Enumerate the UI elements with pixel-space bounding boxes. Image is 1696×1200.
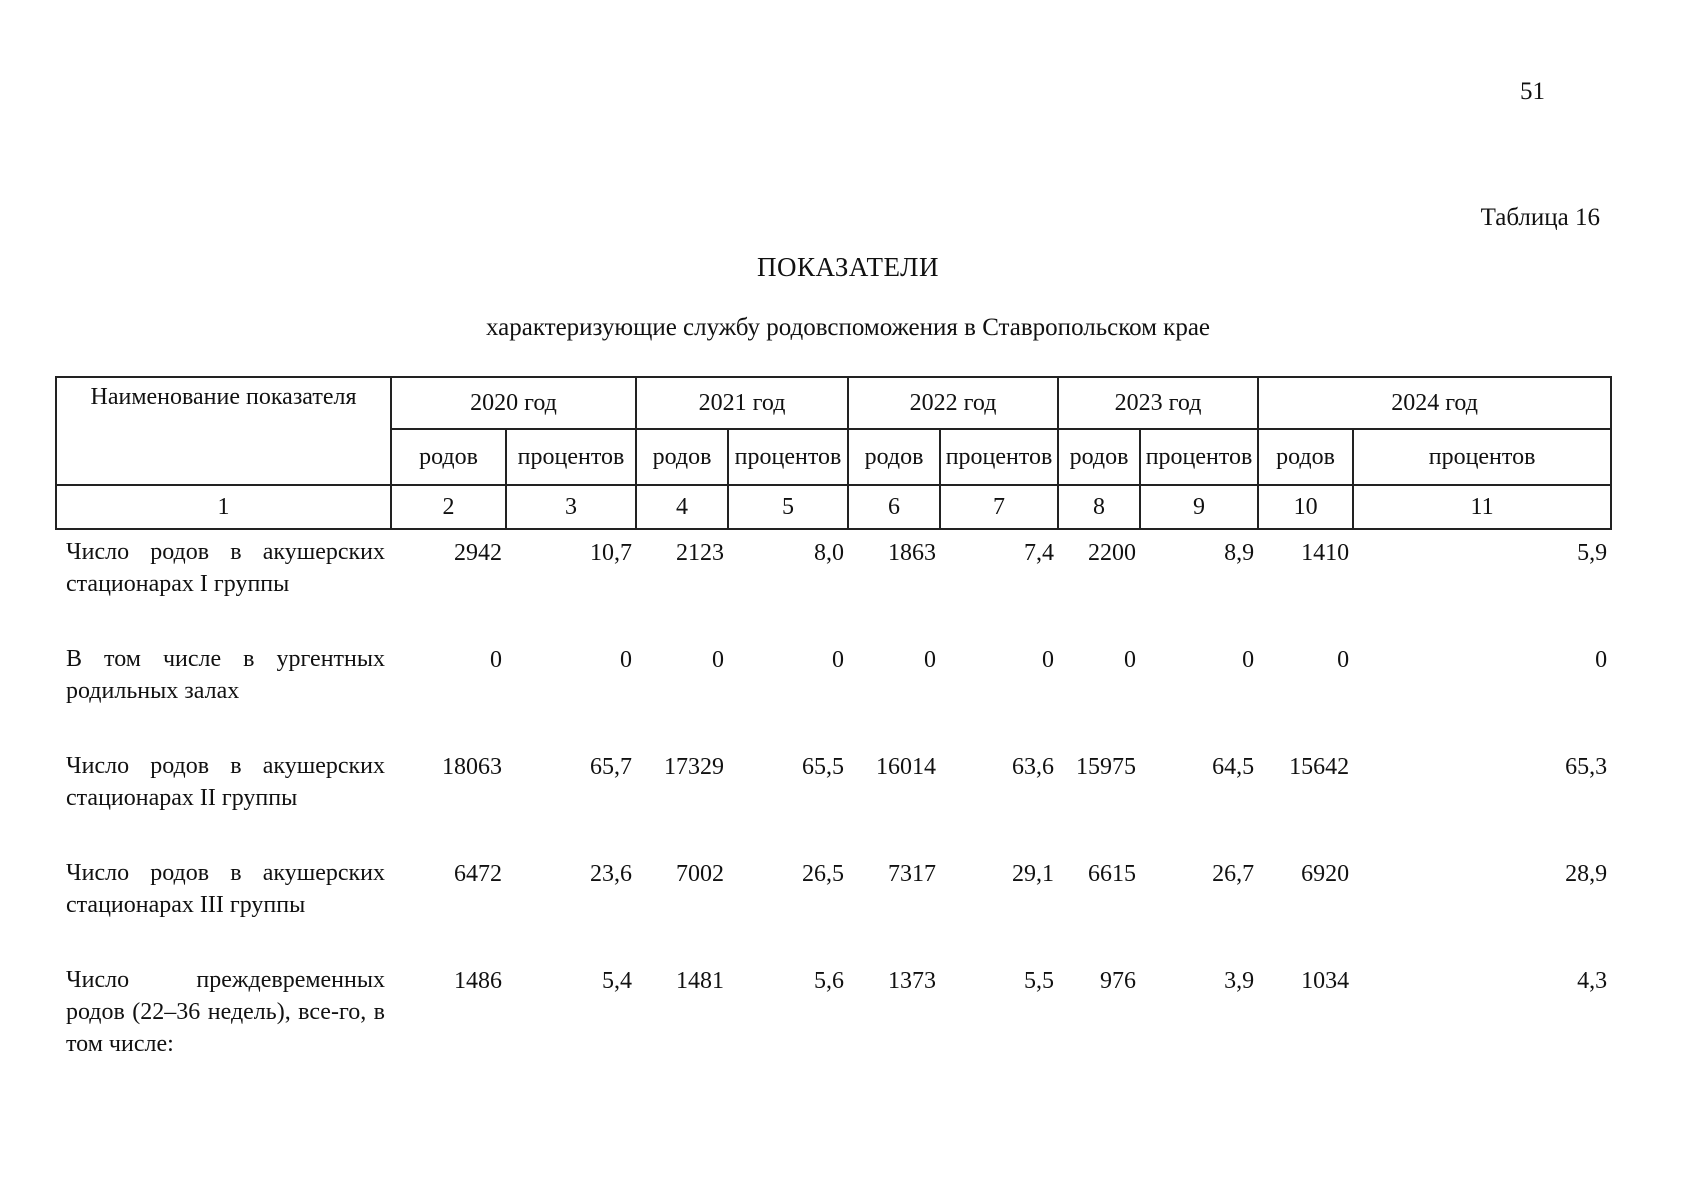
column-number: 6 xyxy=(848,485,940,529)
cell-value: 16014 xyxy=(876,754,937,780)
header-row-column-numbers xyxy=(56,485,1611,529)
cell-value: 2200 xyxy=(1088,540,1137,566)
column-number: 7 xyxy=(940,485,1058,529)
cell-value: 26,7 xyxy=(1212,861,1255,887)
cell-value: 1481 xyxy=(676,968,725,994)
header-year-2022: 2022 год xyxy=(848,377,1058,429)
table-subheading: характеризующие службу родовспоможения в Ставропольском крае xyxy=(485,314,1211,341)
row-name: Число родов в акушерских стационарах I группы xyxy=(66,539,385,597)
cell-value: 15642 xyxy=(1289,754,1350,780)
header-unit-percent: процентов xyxy=(1140,429,1258,485)
cell-value: 15975 xyxy=(1076,754,1137,780)
header-row-years xyxy=(56,377,1611,429)
header-unit-percent: процентов xyxy=(506,429,636,485)
header-unit-births: родов xyxy=(391,429,506,485)
row-name: Число родов в акушерских стационарах III группы xyxy=(66,860,385,918)
row-name: Число родов в акушерских стационарах II группы xyxy=(66,753,385,811)
cell-value: 7317 xyxy=(888,861,937,887)
cell-value: 63,6 xyxy=(1012,754,1055,780)
header-unit-births: родов xyxy=(636,429,728,485)
cell-value: 65,3 xyxy=(1565,754,1608,780)
indicators-table xyxy=(55,376,1612,1078)
cell-value: 2942 xyxy=(454,540,502,566)
header-year-2020: 2020 год xyxy=(391,377,636,429)
cell-value: 0 xyxy=(712,647,725,673)
cell-value: 65,5 xyxy=(802,754,845,780)
cell-value: 1373 xyxy=(888,968,937,994)
header-unit-births: родов xyxy=(1258,429,1353,485)
cell-value: 1410 xyxy=(1301,540,1350,566)
header-year-2021: 2021 год xyxy=(636,377,848,429)
cell-value: 5,6 xyxy=(814,968,845,994)
cell-value: 4,3 xyxy=(1577,968,1608,994)
cell-value: 0 xyxy=(1242,647,1255,673)
cell-value: 7,4 xyxy=(1024,540,1055,566)
row-name: В том числе в ургентных родильных залах xyxy=(66,646,385,704)
cell-value: 0 xyxy=(620,647,633,673)
table-row xyxy=(56,958,1611,1078)
cell-value: 0 xyxy=(1337,647,1350,673)
column-number: 3 xyxy=(506,485,636,529)
cell-value: 17329 xyxy=(664,754,725,780)
column-number: 1 xyxy=(56,485,391,529)
cell-value: 0 xyxy=(1042,647,1055,673)
column-number: 2 xyxy=(391,485,506,529)
cell-value: 976 xyxy=(1100,968,1137,994)
cell-value: 5,9 xyxy=(1577,540,1608,566)
cell-value: 7002 xyxy=(676,861,725,887)
cell-value: 10,7 xyxy=(590,540,633,566)
header-unit-percent: процентов xyxy=(1353,429,1611,485)
cell-value: 23,6 xyxy=(590,861,633,887)
cell-value: 5,5 xyxy=(1024,968,1055,994)
table-row xyxy=(56,637,1611,744)
column-number: 8 xyxy=(1058,485,1140,529)
header-year-2023: 2023 год xyxy=(1058,377,1258,429)
cell-value: 6615 xyxy=(1088,861,1137,887)
table-row xyxy=(56,529,1611,637)
cell-value: 6920 xyxy=(1301,861,1350,887)
cell-value: 1034 xyxy=(1301,968,1350,994)
header-unit-births: родов xyxy=(1058,429,1140,485)
cell-value: 0 xyxy=(1124,647,1137,673)
cell-value: 0 xyxy=(924,647,937,673)
table-row xyxy=(56,851,1611,958)
table-row xyxy=(56,744,1611,851)
cell-value: 18063 xyxy=(442,754,502,780)
cell-value: 3,9 xyxy=(1224,968,1255,994)
row-name: Число преждевременных родов (22–36 недель), все-го, в том числе: xyxy=(66,967,385,1057)
table-label: Таблица 16 xyxy=(1480,204,1600,231)
header-unit-percent: процентов xyxy=(728,429,848,485)
cell-value: 0 xyxy=(832,647,845,673)
cell-value: 29,1 xyxy=(1012,861,1055,887)
cell-value: 0 xyxy=(490,647,502,673)
page-number: 51 xyxy=(1520,78,1545,105)
cell-value: 6472 xyxy=(454,861,502,887)
cell-value: 65,7 xyxy=(590,754,633,780)
cell-value: 8,9 xyxy=(1224,540,1255,566)
cell-value: 0 xyxy=(1595,647,1608,673)
column-number: 9 xyxy=(1140,485,1258,529)
column-number: 10 xyxy=(1258,485,1353,529)
cell-value: 5,4 xyxy=(602,968,633,994)
cell-value: 64,5 xyxy=(1212,754,1255,780)
cell-value: 1486 xyxy=(454,968,502,994)
header-year-2024: 2024 год xyxy=(1258,377,1611,429)
cell-value: 2123 xyxy=(676,540,725,566)
column-number: 11 xyxy=(1353,485,1611,529)
cell-value: 1863 xyxy=(888,540,937,566)
cell-value: 26,5 xyxy=(802,861,845,887)
column-number: 5 xyxy=(728,485,848,529)
column-number: 4 xyxy=(636,485,728,529)
cell-value: 28,9 xyxy=(1565,861,1608,887)
header-unit-percent: процентов xyxy=(940,429,1058,485)
cell-value: 8,0 xyxy=(814,540,845,566)
table-heading: ПОКАЗАТЕЛИ xyxy=(757,252,939,282)
header-unit-births: родов xyxy=(848,429,940,485)
header-indicator-name: Наименование показателя xyxy=(56,377,391,485)
